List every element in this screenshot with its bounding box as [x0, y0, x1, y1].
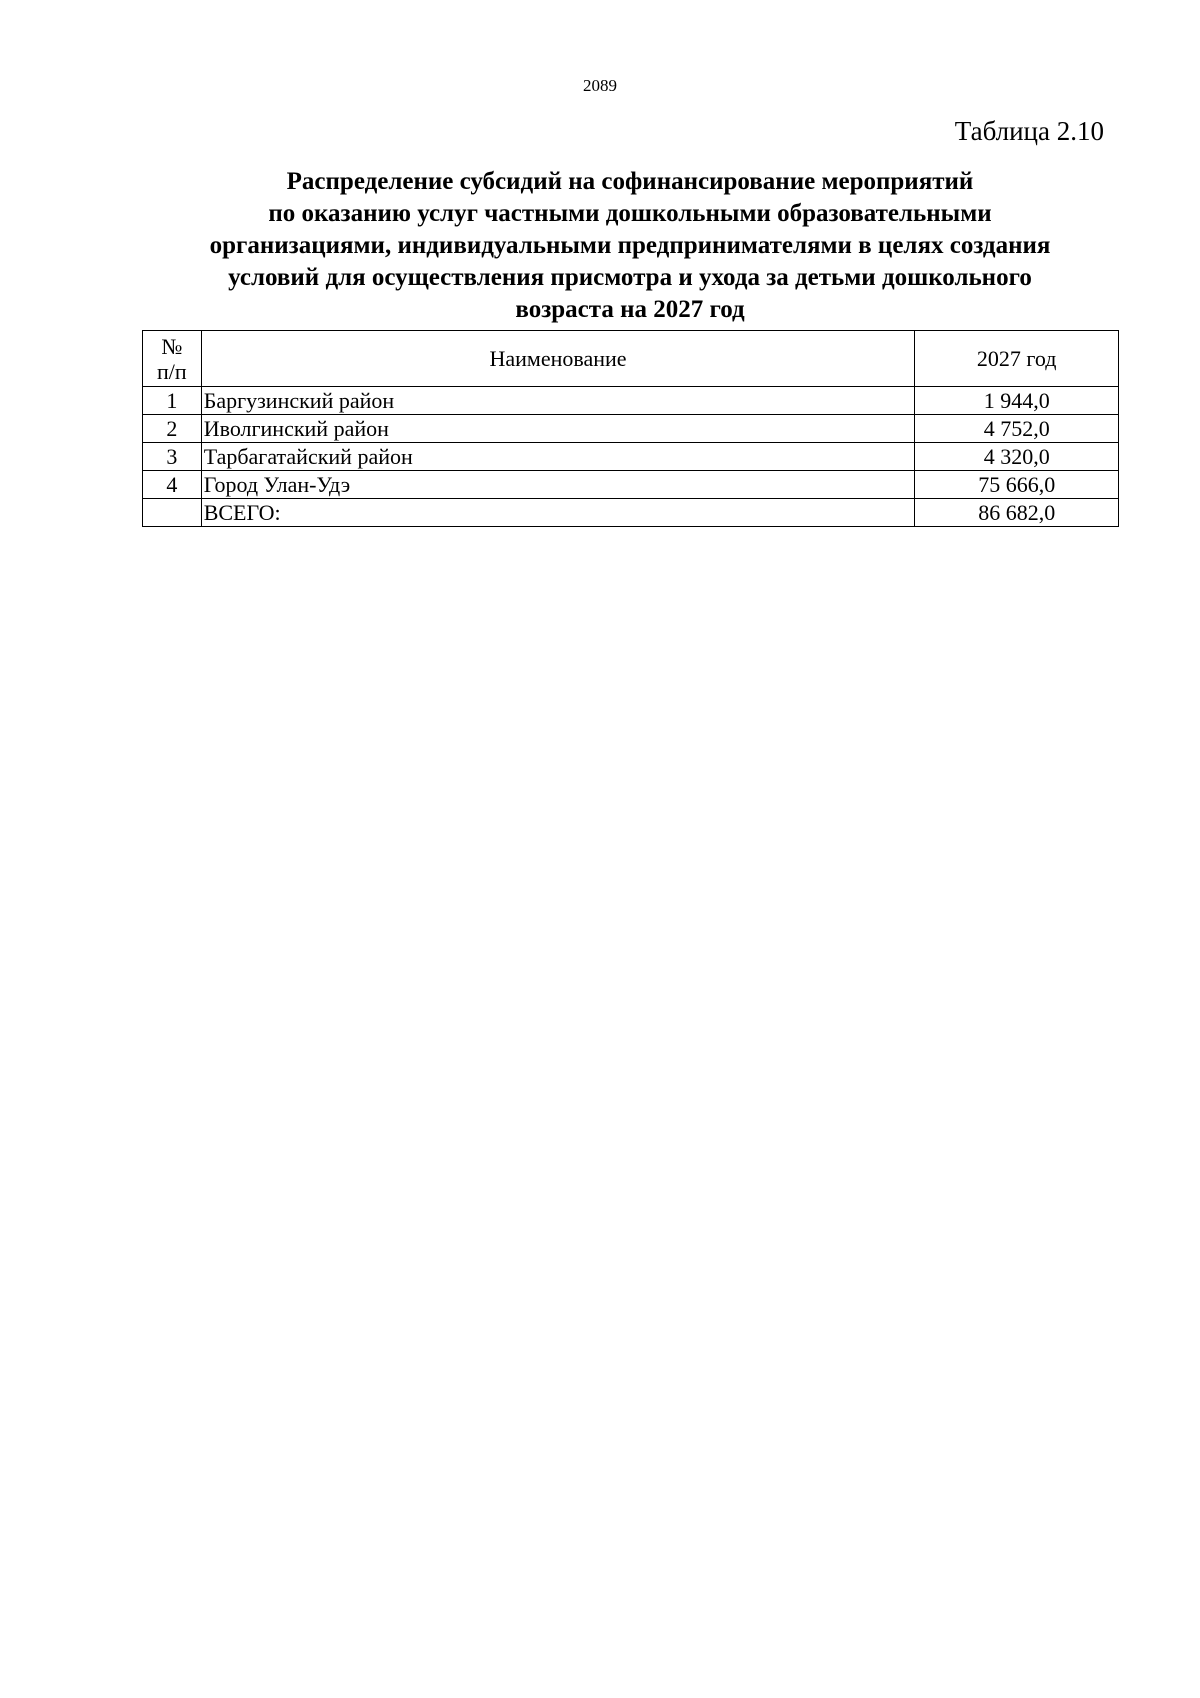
table-label: Таблица 2.10 [954, 116, 1104, 146]
header-num-line1: № [161, 333, 183, 359]
header-name: Наименование [201, 331, 915, 387]
total-value: 86 682,0 [915, 499, 1119, 527]
total-label: ВСЕГО: [201, 499, 915, 527]
table-row [143, 415, 1119, 443]
row-num: 3 [143, 443, 202, 471]
table-row [143, 443, 1119, 471]
table-total-row [143, 499, 1119, 527]
title-line: условий для осуществления присмотра и ухода за детьми дошкольного [228, 264, 1032, 291]
title-line: возраста на 2027 год [515, 296, 745, 323]
row-num: 1 [143, 387, 202, 415]
row-name: Иволгинский район [201, 415, 915, 443]
table-header-row [143, 331, 1119, 387]
document-title [140, 166, 1120, 326]
table-row [143, 387, 1119, 415]
row-value: 1 944,0 [915, 387, 1119, 415]
header-num [143, 331, 202, 387]
title-line: организациями, индивидуальными предпринимателями в целях создания [209, 232, 1051, 259]
subsidy-table [142, 330, 1119, 527]
row-name: Город Улан-Удэ [201, 471, 915, 499]
title-line: по оказанию услуг частными дошкольными образовательными [268, 200, 992, 227]
total-num [143, 499, 202, 527]
row-value: 4 320,0 [915, 443, 1119, 471]
row-value: 4 752,0 [915, 415, 1119, 443]
row-name: Баргузинский район [201, 387, 915, 415]
title-line: Распределение субсидий на софинансирование мероприятий [286, 168, 974, 195]
table-row [143, 471, 1119, 499]
page-number: 2089 [583, 76, 617, 95]
header-num-line2: п/п [157, 358, 187, 384]
row-value: 75 666,0 [915, 471, 1119, 499]
header-year: 2027 год [915, 331, 1119, 387]
row-name: Тарбагатайский район [201, 443, 915, 471]
row-num: 4 [143, 471, 202, 499]
row-num: 2 [143, 415, 202, 443]
